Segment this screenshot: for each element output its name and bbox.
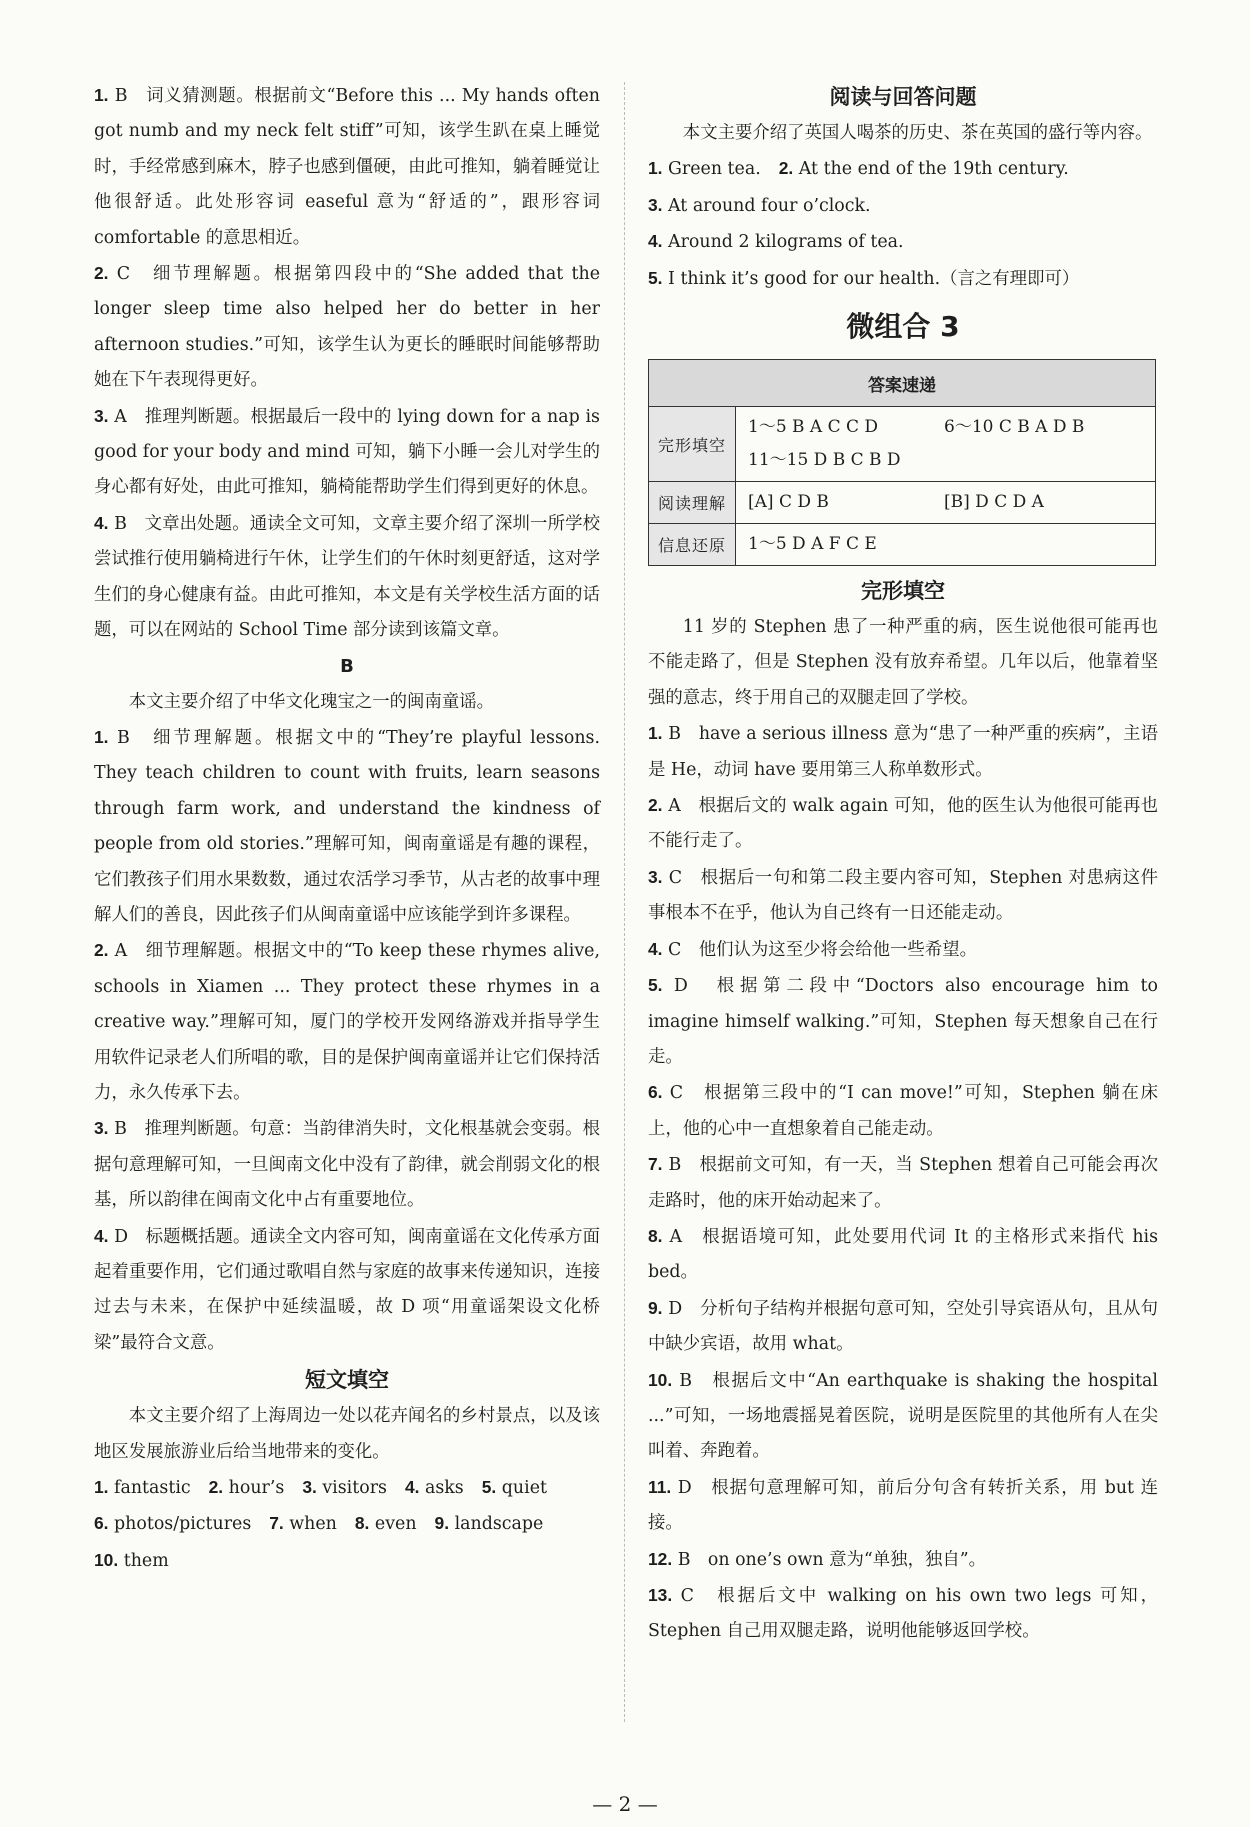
table-cell-text: 11～15 D B C B D xyxy=(748,450,901,471)
table-row xyxy=(649,407,1156,482)
short-answer: 6. photos/pictures xyxy=(94,1513,252,1535)
section-b-title: B xyxy=(340,655,354,677)
answer-item: 7. B 根据前文可知，有一天，当 Stephen 想着自己可能会再次走路时，他的床开始动起来了。 xyxy=(648,1154,1158,1211)
reading-answer: 2. At the end of the 19th century. xyxy=(778,158,1069,180)
answer-item: 1. B 词义猜测题。根据前文“Before this ... My hands often got numb and my neck felt stiff”可知，该学生趴在桌上睡觉时，手经常感到麻木，脖子也感到僵硬，由此可推知，躺着睡觉让他很舒适。此处形容词 easeful 意为“舒适的”，跟形容词 comfortable 的意思相近。 xyxy=(94,85,600,248)
short-answer: 3. visitors xyxy=(302,1477,387,1499)
answer-item: 3. A 推理判断题。根据最后一段中的 lying down for a nap is good for your body and mind 可知，躺下小睡一会儿对学生的身心都有好处，由此可推知，躺椅能帮助学生们得到更好的休息。 xyxy=(94,405,600,498)
short-answer: 1. fantastic xyxy=(94,1477,191,1499)
reading-questions-intro: 本文主要介绍了英国人喝茶的历史、茶在英国的盛行等内容。 xyxy=(682,123,1153,143)
answer-item: 4. D 标题概括题。通读全文内容可知，闽南童谣在文化传承方面起着重要作用，它们通过歌唱自然与家庭的故事来传递知识，连接过去与未来，在保护中延续温暖，故 D 项“用童谣架设文化桥梁”最符合文意。 xyxy=(94,1225,600,1353)
answer-item: 2. A 根据后文的 walk again 可知，他的医生认为他很可能再也不能行走了。 xyxy=(648,795,1158,852)
reading-answer: 3. At around four o’clock. xyxy=(648,194,871,216)
short-answer: 8. even xyxy=(354,1513,417,1535)
answer-item: 2. A 细节理解题。根据文中的“To keep these rhymes alive, schools in Xiamen ... They protect these rhymes in a creative way.”理解可知，厦门的学校开发网络游戏并指导学生用软件记录老人们所唱的歌，目的是保护闽南童谣并让它们保持活力，永久传承下去。 xyxy=(94,940,600,1103)
page-number: — 2 — xyxy=(592,1792,658,1816)
answer-item: 9. D 分析句子结构并根据句意可知，空处引导宾语从句，且从句中缺少宾语，故用 what。 xyxy=(648,1297,1158,1355)
answer-item: 2. C 细节理解题。根据第四段中的“She added that the longer sleep time also helped her do better in her afternoon studies.”可知，该学生认为更长的睡眠时间能够帮助她在下午表现得更好。 xyxy=(94,263,600,391)
short-answer: 9. landscape xyxy=(434,1513,544,1535)
reading-answer: 1. Green tea. xyxy=(648,158,761,180)
table-row-label: 信息还原 xyxy=(649,524,736,566)
table-row-value xyxy=(736,482,1156,524)
left-column xyxy=(94,78,600,1579)
table-cell-text: 1～5 D A F C E xyxy=(748,534,877,555)
answer-item: 4. B 文章出处题。通读全文可知，文章主要介绍了深圳一所学校尝试推行使用躺椅进行午休，让学生们的午休时刻更舒适，这对学生们的身心健康有益。由此可推知，本文是有关学校生活方面的话题，可以在网站的 School Time 部分读到该篇文章。 xyxy=(94,512,600,641)
short-fill-intro: 本文主要介绍了上海周边一处以花卉闻名的乡村景点，以及该地区发展旅游业后给当地带来的变化。 xyxy=(94,1406,600,1462)
table-row xyxy=(649,482,1156,524)
section-b-answers xyxy=(94,720,600,1361)
answer-item: 8. A 根据语境可知，此处要用代词 It 的主格形式来指代 his bed。 xyxy=(648,1225,1158,1283)
table-row-value xyxy=(736,524,1156,566)
right-column xyxy=(648,78,1158,1650)
cloze-answers xyxy=(648,716,1158,1650)
short-answer: 7. when xyxy=(269,1513,337,1535)
table-row-label: 阅读理解 xyxy=(649,482,736,524)
answer-table xyxy=(648,359,1156,566)
cloze-intro: 11 岁的 Stephen 患了一种严重的病，医生说他很可能再也不能走路了，但是 Stephen 没有放弃希望。几年以后，他靠着坚强的意志，终于用自己的双腿走回了学校。 xyxy=(648,617,1158,708)
answer-item: 13. C 根据后文中 walking on his own two legs 可知，Stephen 自己用双腿走路，说明他能够返回学校。 xyxy=(648,1585,1158,1642)
answer-item: 3. B 推理判断题。句意：当韵律消失时，文化根基就会变弱。根据句意理解可知，一旦闽南文化中没有了韵律，就会削弱文化的根基，所以韵律在闽南文化中占有重要地位。 xyxy=(94,1118,600,1211)
section-b-intro: 本文主要介绍了中华文化瑰宝之一的闽南童谣。 xyxy=(128,691,495,712)
answer-item: 12. B on one’s own 意为“单独，独自”。 xyxy=(648,1548,987,1570)
table-cell-text: [A] C D B xyxy=(748,492,829,513)
table-cell-text: 1～5 B A C C D xyxy=(748,417,879,438)
table-row-value xyxy=(736,407,1156,482)
answer-item: 3. C 根据后一句和第二段主要内容可知，Stephen 对患病这件事根本不在乎，他认为自己终有一日还能走动。 xyxy=(648,866,1158,924)
answer-item: 11. D 根据句意理解可知，前后分句含有转折关系，用 but 连接。 xyxy=(648,1476,1158,1534)
short-fill-title: 短文填空 xyxy=(305,1368,389,1393)
answer-item: 1. B 细节理解题。根据文中的“They’re playful lessons. They teach children to count with fruits, learn seasons through farm work, and understand the kindness of people from old stories.”理解可知，闽南童谣是有趣的课程，它们教孩子们用水果数数，通过农活学习季节，从古老的故事中理解人们的善良，因此孩子们从闽南童谣中应该能学到许多课程。 xyxy=(94,726,600,925)
group-title: 微组合 3 xyxy=(846,310,960,344)
answer-item: 6. C 根据第三段中的“I can move!”可知，Stephen 躺在床上，他的心中一直想象着自己能走动。 xyxy=(648,1082,1158,1139)
reading-answer: 5. I think it’s good for our health.（言之有理即可） xyxy=(648,267,1080,289)
short-answer: 2. hour’s xyxy=(208,1477,285,1499)
answer-item: 10. B 根据后文中“An earthquake is shaking the hospital ...”可知，一场地震摇晃着医院，说明是医院里的其他所有人在尖叫着、奔跑着。 xyxy=(648,1369,1158,1462)
cloze-title: 完形填空 xyxy=(861,579,945,604)
short-answer: 4. asks xyxy=(404,1477,464,1499)
answer-table-header: 答案速递 xyxy=(649,360,1156,407)
table-cell-text: 6～10 C B A D B xyxy=(944,417,1085,438)
reading-answer: 4. Around 2 kilograms of tea. xyxy=(648,231,904,253)
short-answer: 10. them xyxy=(94,1549,169,1571)
table-row xyxy=(649,524,1156,566)
reading-questions-title: 阅读与回答问题 xyxy=(829,85,977,109)
answer-item: 1. B have a serious illness 意为“患了一种严重的疾病”，主语是 He，动词 have 要用第三人称单数形式。 xyxy=(648,723,1158,780)
answer-item: 5. D 根据第二段中“Doctors also encourage him to imagine himself walking.”可知，Stephen 每天想象自己在行走。 xyxy=(648,975,1158,1067)
section-a-answers xyxy=(94,78,600,649)
answer-item: 4. C 他们认为这至少将会给他一些希望。 xyxy=(648,938,977,960)
reading-answers xyxy=(648,151,1158,297)
column-divider xyxy=(624,82,625,1722)
short-answer: 5. quiet xyxy=(481,1477,547,1499)
table-row-label: 完形填空 xyxy=(649,407,736,482)
short-fill-answers xyxy=(94,1470,600,1579)
table-cell-text: [B] D C D A xyxy=(944,492,1044,513)
